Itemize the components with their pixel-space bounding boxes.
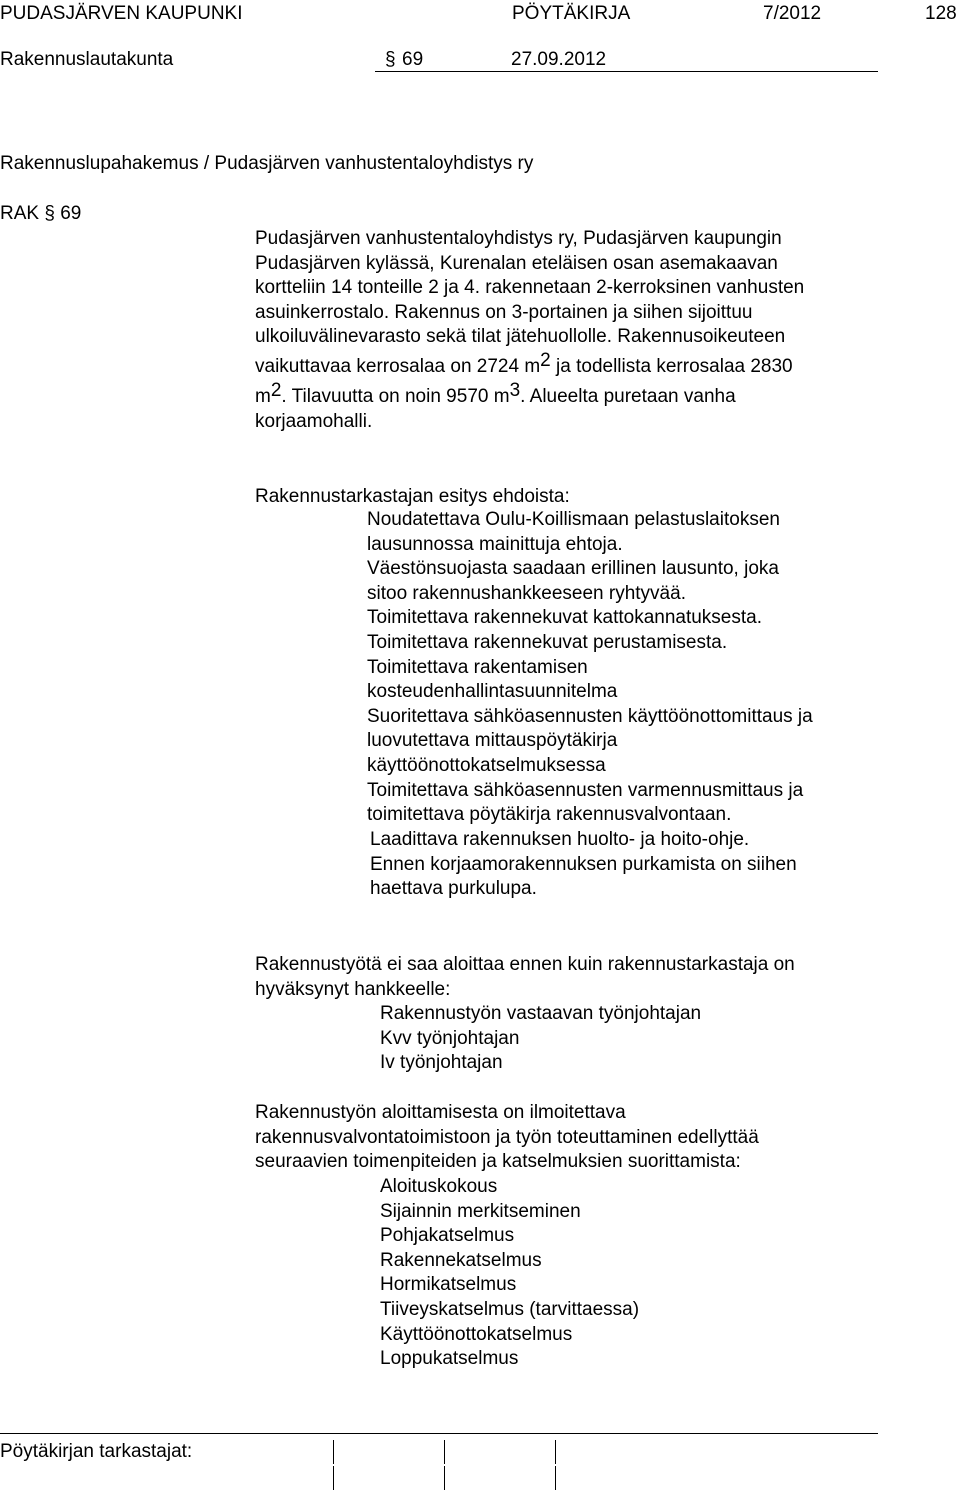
supervisor-item: Kvv työnjohtajan: [380, 1027, 520, 1049]
condition-line: kosteudenhallintasuunnitelma: [367, 681, 618, 703]
condition-line: Väestönsuojasta saadaan erillinen lausunto, joka: [367, 558, 779, 580]
inspection-item: Sijainnin merkitseminen: [380, 1200, 581, 1222]
footer-rule: [0, 1433, 878, 1434]
condition-line: Toimitettava rakennekuvat kattokannatuksesta.: [367, 607, 763, 629]
intro-paragraph: [255, 227, 804, 350]
condition-line: toimitettava pöytäkirja rakennusvalvontaan.: [367, 804, 732, 826]
notice-line: Rakennustyön aloittamisesta on ilmoitettava: [255, 1102, 626, 1123]
inspectors-label: Pöytäkirjan tarkastajat:: [0, 1441, 193, 1462]
supervisor-list: [380, 1002, 701, 1076]
conditions-list: [367, 508, 813, 828]
condition-line: sitoo rakennushankkeeseen ryhtyvää.: [367, 582, 686, 604]
condition-line: käyttöönottokatselmuksessa: [367, 754, 606, 776]
condition-line: Laadittava rakennuksen huolto- ja hoito-ohje.: [370, 829, 750, 850]
intro-line: asuinkerrostalo. Rakennus on 3-portainen ja siihen sijoittuu: [255, 301, 753, 323]
superscript: 2: [540, 350, 551, 371]
supervisor-item: Iv työnjohtajan: [380, 1052, 503, 1074]
notice-line: seuraavien toimenpiteiden ja katselmuksien suorittamista:: [255, 1151, 741, 1173]
condition-line: haettava purkulupa.: [370, 878, 537, 900]
condition-line: Toimitettava sähköasennusten varmennusmittaus ja: [367, 779, 804, 801]
area-text: ja todellista kerrosalaa 2830: [550, 356, 793, 377]
rak-prefix: RAK: [0, 203, 40, 224]
inspection-item: Loppukatselmus: [380, 1348, 519, 1370]
volume-text: . Alueelta puretaan vanha: [520, 386, 736, 407]
condition-line: luovutettava mittauspöytäkirja: [367, 730, 618, 752]
condition-line: lausunnossa mainittuja ehtoja.: [367, 533, 623, 555]
header-rule: [375, 71, 878, 72]
signature-divider: [555, 1466, 556, 1490]
condition-line: Ennen korjaamorakennuksen purkamista on siihen: [370, 853, 797, 875]
area-line: [255, 350, 793, 380]
supervisor-item: Rakennustyön vastaavan työnjohtajan: [380, 1003, 702, 1024]
inspection-item: Rakennekatselmus: [380, 1249, 542, 1271]
page-number: 128: [925, 3, 957, 24]
superscript: 2: [270, 380, 282, 401]
intro-line: kortteliin 14 tonteille 2 ja 4. rakennetaan 2-kerroksinen vanhusten: [255, 277, 805, 299]
org-name: PUDASJÄRVEN KAUPUNKI: [0, 3, 243, 24]
signature-divider: [333, 1440, 334, 1464]
meeting-date: 27.09.2012: [511, 49, 607, 70]
notice-paragraph: [255, 1101, 759, 1175]
case-title: Rakennuslupahakemus / Pudasjärven vanhustentaloyhdistys ry: [0, 153, 534, 174]
area-text: vaikuttavaa kerrosalaa on 2724 m: [255, 356, 541, 377]
signature-divider: [444, 1440, 445, 1464]
rak-number: 69: [60, 203, 82, 224]
inspection-list: [380, 1175, 639, 1372]
condition-line: Noudatettava Oulu-Koillismaan pelastuslaitoksen: [367, 509, 780, 530]
inspection-item: Hormikatselmus: [380, 1274, 517, 1296]
intro-line: Pudasjärven kylässä, Kurenalan eteläisen osan asemakaavan: [255, 252, 778, 274]
start-line: Rakennustyötä ei saa aloittaa ennen kuin rakennustarkastaja on: [255, 954, 795, 975]
rak-label: [0, 202, 81, 227]
conditions-list-continued: [370, 828, 797, 902]
section-number: 69: [402, 49, 424, 70]
notice-line: rakennusvalvontatoimistoon ja työn toteuttaminen edellyttää: [255, 1126, 759, 1148]
condition-line: Toimitettava rakennekuvat perustamisesta.: [367, 631, 728, 653]
intro-line: Pudasjärven vanhustentaloyhdistys ry, Pudasjärven kaupungin: [255, 228, 782, 249]
inspection-item: Tiiveyskatselmus (tarvittaessa): [380, 1298, 640, 1320]
rak-section-symbol: §: [44, 203, 55, 224]
inspection-item: Pohjakatselmus: [380, 1225, 515, 1247]
condition-line: Suoritettava sähköasennusten käyttöönottomittaus ja: [367, 705, 813, 727]
doc-number: 7/2012: [763, 3, 822, 24]
inspection-item: Käyttöönottokatselmus: [380, 1323, 573, 1345]
proposal-heading: Rakennustarkastajan esitys ehdoista:: [255, 486, 570, 507]
volume-line: [255, 380, 736, 410]
section-symbol: §: [385, 49, 396, 70]
superscript: 3: [509, 380, 521, 401]
volume-text: m: [255, 386, 271, 407]
doc-type: PÖYTÄKIRJA: [512, 3, 631, 24]
intro-line: ulkoiluvälinevarasto sekä tilat jätehuollolle. Rakennusoikeuteen: [255, 326, 786, 348]
signature-divider: [444, 1466, 445, 1490]
inspection-item: Aloituskokous: [380, 1176, 498, 1197]
signature-divider: [333, 1466, 334, 1490]
start-line: hyväksynyt hankkeelle:: [255, 978, 451, 1000]
condition-line: Toimitettava rakentamisen: [367, 656, 588, 678]
signature-divider: [555, 1440, 556, 1464]
volume-text: . Tilavuutta on noin 9570 m: [281, 386, 510, 407]
start-paragraph: [255, 953, 795, 1002]
board-name: Rakennuslautakunta: [0, 49, 174, 70]
intro-last-line: korjaamohalli.: [255, 411, 373, 432]
